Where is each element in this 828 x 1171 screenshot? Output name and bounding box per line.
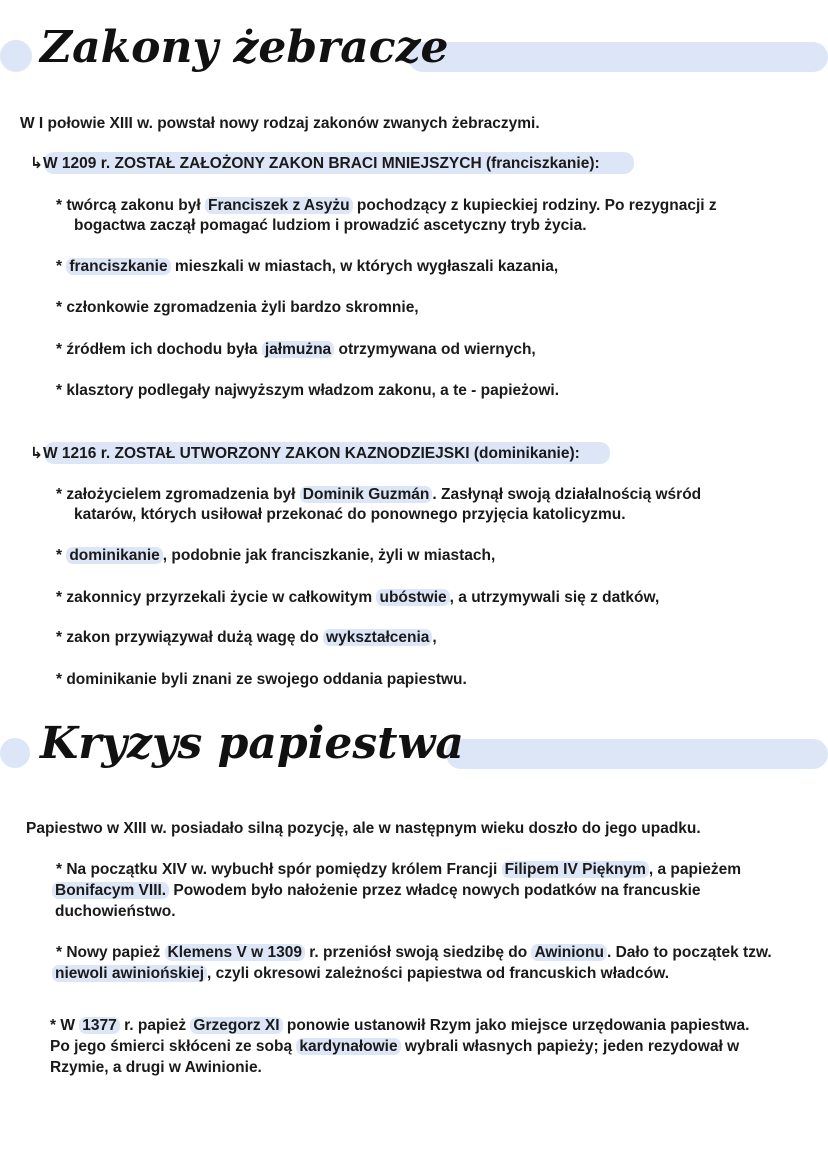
section-title-zakony: Zakony żebracze [40, 22, 449, 73]
section-intro: Papiestwo w XIII w. posiadało silną pozycję, ale w następnym wieku doszło do jego upadku. [26, 820, 701, 837]
highlight: jałmużna [262, 341, 334, 358]
arrow-icon: ↳ [30, 155, 43, 172]
section-title-kryzys: Kryzys papiestwa [40, 718, 464, 769]
text: , a papieżem [648, 861, 742, 878]
bullet-line [56, 589, 659, 607]
text: ponowie ustanowił Rzym jako miejsce urzędowania papiestwa. [282, 1017, 750, 1034]
arrow-icon: ↳ [30, 445, 43, 462]
title-bar-decoration [408, 42, 828, 72]
dominicans-header-text: W 1216 r. ZOSTAŁ UTWORZONY ZAKON KAZNODZIEJSKI (dominikanie): [43, 445, 580, 462]
text: . Zasłynął swoją działalnością wśród [432, 486, 702, 503]
text: * zakonnicy przyrzekali życie w całkowitym [56, 589, 377, 606]
highlight: Dominik Guzmán [300, 486, 433, 503]
text: * Nowy papież [56, 944, 165, 961]
text: * [56, 547, 67, 564]
text: , czyli okresowi zależności papiestwa od francuskich władców. [207, 965, 670, 982]
bullet-line [56, 341, 536, 359]
para-line [50, 1017, 749, 1035]
text: , podobnie jak franciszkanie, żyli w miastach, [162, 547, 496, 564]
text: * założycielem zgromadzenia był [56, 486, 300, 503]
bullet-line [56, 258, 558, 276]
highlight: Filipem IV Pięknym [502, 861, 649, 878]
highlight: ubóstwie [376, 589, 449, 606]
dominicans-header [30, 444, 580, 463]
highlight: niewoli awiniońskiej [52, 965, 207, 982]
franciscans-header [30, 154, 600, 173]
title-dot-decoration [0, 738, 30, 768]
highlight: Grzegorz XI [190, 1017, 282, 1034]
text: Powodem było nałożenie przez władcę nowych podatków na francuskie [169, 882, 701, 899]
text: wybrali własnych papieży; jeden rezydował w [400, 1038, 740, 1055]
highlight: 1377 [79, 1017, 119, 1034]
highlight: Bonifacym VIII. [52, 882, 169, 899]
text: . Dało to początek tzw. [606, 944, 772, 961]
text: * [56, 258, 67, 275]
text: * Na początku XIV w. wybuchł spór pomiędzy królem Francji [56, 861, 502, 878]
text: * zakon przywiązywał dużą wagę do [56, 629, 324, 646]
section-intro: W I połowie XIII w. powstał nowy rodzaj zakonów zwanych żebraczymi. [20, 115, 540, 132]
highlight: Klemens V w 1309 [165, 944, 305, 961]
bullet-line: * klasztory podlegały najwyższym władzom zakonu, a te - papieżowi. [56, 382, 560, 399]
para-line [52, 882, 701, 900]
text: * W [50, 1017, 80, 1034]
highlight: Franciszek z Asyżu [205, 197, 353, 214]
bullet-line [56, 486, 701, 504]
text: Po jego śmierci skłóceni ze sobą [50, 1038, 297, 1055]
highlight: franciszkanie [66, 258, 170, 275]
bullet-line [56, 629, 437, 647]
highlight: dominikanie [66, 547, 162, 564]
text: , a utrzymywali się z datków, [449, 589, 660, 606]
highlight: kardynałowie [296, 1038, 400, 1055]
para-line [52, 965, 669, 983]
para-line: duchowieństwo. [55, 903, 176, 920]
bullet-line [56, 197, 717, 215]
bullet-line-cont: bogactwa zaczął pomagać ludziom i prowadzić ascetyczny tryb życia. [74, 217, 587, 234]
bullet-line: * członkowie zgromadzenia żyli bardzo skromnie, [56, 299, 419, 316]
text: pochodzący z kupieckiej rodziny. Po rezygnacji z [352, 197, 717, 214]
text: * źródłem ich dochodu była [56, 341, 262, 358]
bullet-line: * dominikanie byli znani ze swojego oddania papiestwu. [56, 671, 467, 688]
bullet-line [56, 547, 495, 565]
title-dot-decoration [0, 40, 32, 72]
text: r. przeniósł swoją siedzibę do [304, 944, 532, 961]
bullet-line-cont: katarów, których usiłował przekonać do ponownego przyjęcia katolicyzmu. [74, 506, 626, 523]
text: r. papież [119, 1017, 191, 1034]
franciscans-header-text: W 1209 r. ZOSTAŁ ZAŁOŻONY ZAKON BRACI MNIEJSZYCH (franciszkanie): [43, 155, 600, 172]
title-bar-decoration [446, 739, 828, 769]
text: , [432, 629, 437, 646]
para-line: Rzymie, a drugi w Awinionie. [50, 1059, 262, 1076]
para-line [56, 944, 772, 962]
text: * twórcą zakonu był [56, 197, 206, 214]
text: mieszkali w miastach, w których wygłaszali kazania, [170, 258, 559, 275]
highlight: Awinionu [531, 944, 606, 961]
para-line [50, 1038, 739, 1056]
highlight: wykształcenia [323, 629, 432, 646]
text: otrzymywana od wiernych, [334, 341, 536, 358]
para-line [56, 861, 741, 879]
